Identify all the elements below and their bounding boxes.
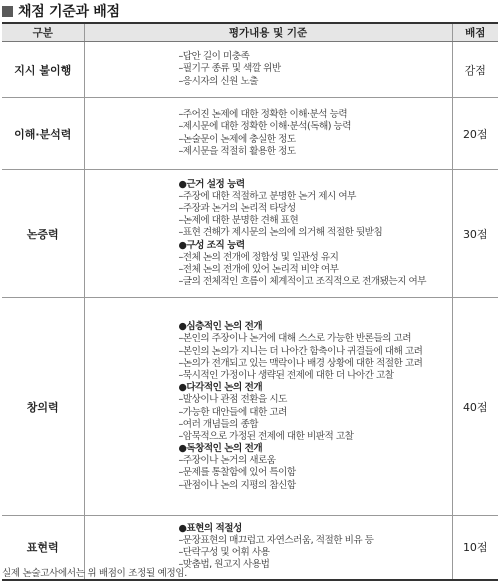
row-category: 논증력 [2, 170, 84, 298]
row-score: 40점 [452, 298, 498, 516]
criteria-group-heading: ●근거 설정 능력 [178, 178, 245, 190]
row-score: 30점 [452, 170, 498, 298]
criteria-item: –맞춤법, 원고지 사용법 [178, 559, 270, 571]
criteria-item: –논제에 대한 분명한 견해 표현 [178, 215, 299, 227]
criteria-item: –논의가 전개되고 있는 맥락이나 배경 상황에 대한 적절한 고려 [178, 357, 423, 369]
criteria-item: –발상이나 관점 전환을 시도 [178, 394, 287, 406]
table-row [2, 170, 498, 298]
scoring-table [2, 22, 498, 581]
criteria-item: –제시문에 대한 정확한 이해·분석(독해) 능력 [178, 121, 352, 133]
row-criteria [84, 98, 452, 170]
criteria-item: –본인의 논의가 지니는 더 나아간 함축이나 귀결들에 대해 고려 [178, 345, 423, 357]
table-row [2, 298, 498, 516]
header-criteria: 평가내용 및 기준 [84, 23, 452, 42]
criteria-item: –답안 길이 미충족 [178, 51, 250, 63]
criteria-group-heading: ●구성 조직 능력 [178, 239, 245, 251]
criteria-item: –단락구성 및 어휘 사용 [178, 547, 270, 559]
criteria-item: –표현 견해가 제시문의 논의에 의거해 적절한 뒷받침 [178, 227, 383, 239]
criteria-item: –전체 논의 전개에 정합성 및 일관성 유지 [178, 251, 339, 263]
criteria-item: –문제를 통찰함에 있어 특이함 [178, 467, 296, 479]
criteria-item: –논술문이 논제에 충실한 정도 [178, 133, 296, 145]
criteria-item: –본인의 주장이나 논거에 대해 스스로 가능한 반론들의 고려 [178, 333, 412, 345]
table-row [2, 98, 498, 170]
criteria-item: –여러 개념들의 종합 [178, 418, 259, 430]
criteria-group-heading: ●다각적인 논의 전개 [178, 382, 263, 394]
row-category: 창의력 [2, 298, 84, 516]
criteria-item: –필기구 종류 및 색깔 위반 [178, 63, 281, 75]
row-category: 이해·분석력 [2, 98, 84, 170]
row-criteria [84, 298, 452, 516]
criteria-item: –전체 논의 전개에 있어 논리적 비약 여부 [178, 263, 339, 275]
criteria-item: –묵시적인 가정이나 생략된 전제에 대한 더 나아간 고찰 [178, 369, 394, 381]
criteria-item: –문장표현의 매끄럽고 자연스러움, 적절한 비유 등 [178, 535, 374, 547]
criteria-item: –관점이나 논의 지평의 참신함 [178, 479, 296, 491]
row-score: 10점 [452, 516, 498, 580]
criteria-item: –가능한 대안들에 대한 고려 [178, 406, 287, 418]
row-category: 지시 불이행 [2, 42, 84, 98]
footnote: 실제 논술고사에서는 위 배점이 조정될 예정임. [2, 568, 187, 579]
header-category: 구분 [2, 23, 84, 42]
row-criteria [84, 170, 452, 298]
criteria-item: –주장에 대한 적절하고 분명한 논거 제시 여부 [178, 190, 356, 202]
criteria-item: –제시문을 적절히 활용한 정도 [178, 145, 296, 157]
row-category: 표현력 [2, 516, 84, 580]
criteria-item: –암묵적으로 가정된 전제에 대한 비판적 고찰 [178, 430, 354, 442]
row-criteria [84, 42, 452, 98]
table-row [2, 42, 498, 98]
criteria-item: –주어진 논제에 대한 정확한 이해·분석 능력 [178, 109, 348, 121]
criteria-item: –글의 전체적인 흐름이 체계적이고 조직적으로 전개됐는지 여부 [178, 276, 427, 288]
page-title: 채점 기준과 배점 [18, 4, 120, 20]
criteria-item: –주장이나 논거의 새로움 [178, 455, 276, 467]
criteria-group-heading: ●심층적인 논의 전개 [178, 321, 263, 333]
title-bar [2, 0, 120, 22]
criteria-item: –응시자의 신원 노출 [178, 75, 259, 87]
header-score: 배점 [452, 23, 498, 42]
criteria-group-heading: ●표현의 적절성 [178, 522, 242, 534]
criteria-item: –주장과 논거의 논리적 타당성 [178, 203, 296, 215]
criteria-group-heading: ●독창적인 논의 전개 [178, 443, 263, 455]
row-score: 감점 [452, 42, 498, 98]
table-header-row [2, 23, 498, 42]
row-score: 20점 [452, 98, 498, 170]
square-bullet-icon [2, 6, 13, 17]
